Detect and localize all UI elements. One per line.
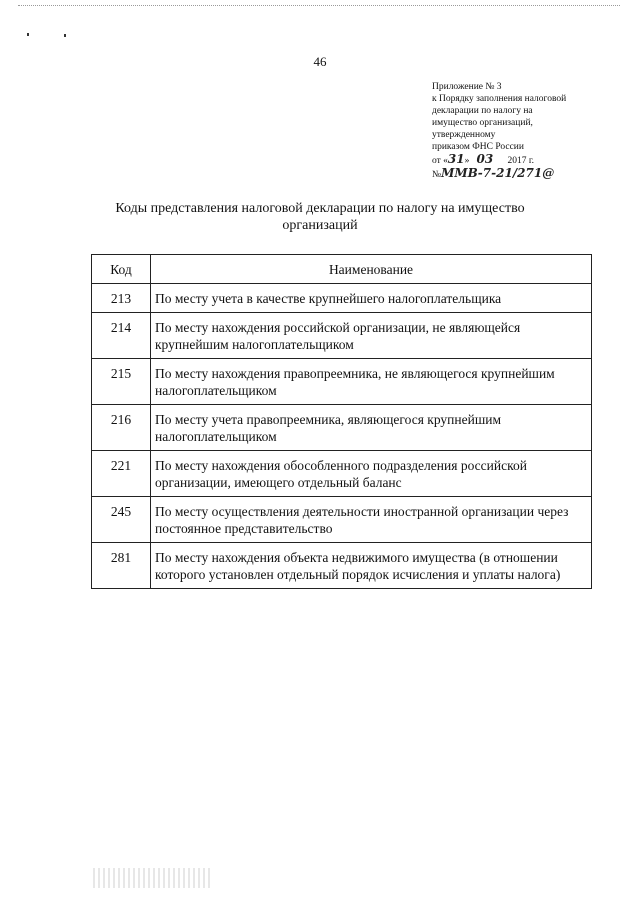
appendix-line: к Порядку заполнения налоговой bbox=[432, 94, 567, 104]
cell-code: 281 bbox=[92, 543, 151, 589]
cell-name: По месту учета в качестве крупнейшего налогоплательщика bbox=[151, 284, 592, 313]
scan-dot bbox=[27, 33, 29, 36]
table-row bbox=[92, 405, 592, 451]
appendix-line: приказом ФНС России bbox=[432, 142, 524, 152]
table-row bbox=[92, 451, 592, 497]
cell-name: По месту нахождения обособленного подразделения российской организации, имеющего отдельный баланс bbox=[151, 451, 592, 497]
column-header-code: Код bbox=[92, 255, 151, 284]
appendix-header bbox=[432, 81, 627, 181]
order-number: №ММВ-7-21/271@ bbox=[432, 166, 555, 180]
table-header-row bbox=[92, 255, 592, 284]
cell-name: По месту осуществления деятельности иностранной организации через постоянное представительство bbox=[151, 497, 592, 543]
title-line: Коды представления налоговой декларации по налогу на имущество bbox=[115, 201, 525, 216]
handwritten-order-number: ММВ-7-21/271@ bbox=[441, 166, 555, 180]
table-row bbox=[92, 313, 592, 359]
page-number: 46 bbox=[313, 54, 327, 69]
table-row bbox=[92, 284, 592, 313]
scan-dot bbox=[64, 34, 66, 37]
appendix-line: имущество организаций, bbox=[432, 118, 533, 128]
title-line: организаций bbox=[282, 218, 358, 233]
cell-code: 216 bbox=[92, 405, 151, 451]
appendix-line: Приложение № 3 bbox=[432, 82, 502, 92]
cell-name: По месту нахождения российской организации, не являющейся крупнейшим налогоплательщиком bbox=[151, 313, 592, 359]
cell-name: По месту нахождения объекта недвижимого имущества (в отношении которого установлен отдельный порядок исчисления и уплаты налога) bbox=[151, 543, 592, 589]
table-row bbox=[92, 543, 592, 589]
cell-name: По месту учета правопреемника, являющегося крупнейшим налогоплательщиком bbox=[151, 405, 592, 451]
handwritten-day: 31 bbox=[447, 152, 465, 166]
faint-scan-mark bbox=[93, 868, 213, 888]
cell-code: 215 bbox=[92, 359, 151, 405]
cell-name: По месту нахождения правопреемника, не являющегося крупнейшим налогоплательщиком bbox=[151, 359, 592, 405]
scan-edge-line bbox=[18, 5, 620, 6]
cell-code: 221 bbox=[92, 451, 151, 497]
cell-code: 213 bbox=[92, 284, 151, 313]
order-date: от «31» 03 2017 г. bbox=[432, 152, 535, 166]
codes-table bbox=[91, 254, 592, 589]
column-header-name: Наименование bbox=[151, 255, 592, 284]
table-row bbox=[92, 497, 592, 543]
handwritten-month: 03 bbox=[476, 152, 494, 166]
cell-code: 214 bbox=[92, 313, 151, 359]
document-title bbox=[100, 200, 540, 234]
appendix-line: декларации по налогу на bbox=[432, 106, 533, 116]
table-row bbox=[92, 359, 592, 405]
cell-code: 245 bbox=[92, 497, 151, 543]
appendix-line: утвержденному bbox=[432, 130, 496, 140]
